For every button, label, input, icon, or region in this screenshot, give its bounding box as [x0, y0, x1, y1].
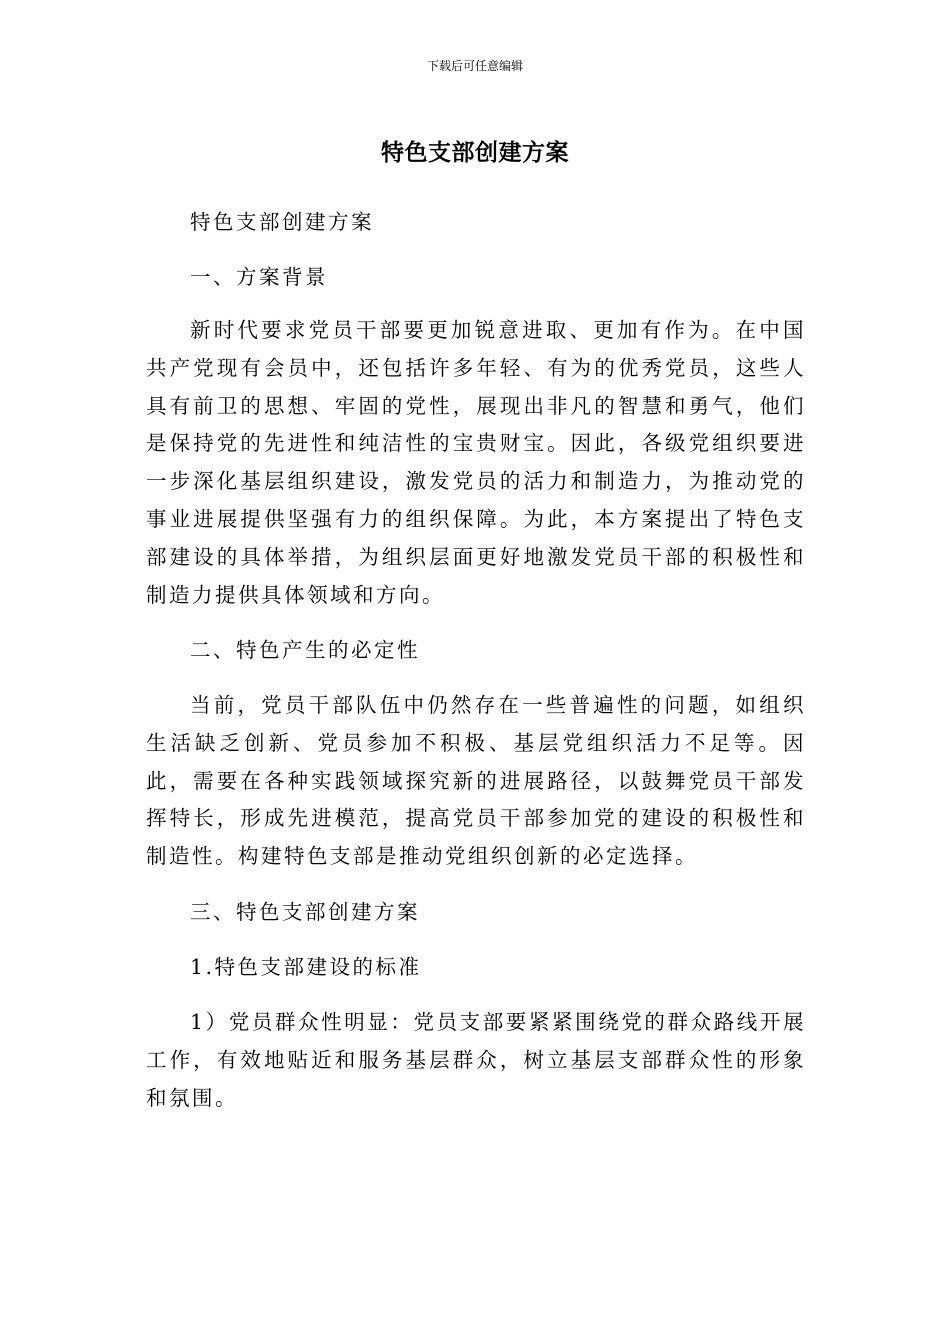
header-note: 下载后可任意编辑 — [426, 59, 523, 73]
document-title: 特色支部创建方案 — [381, 140, 569, 166]
standard-item-1: 1）党员群众性明显：党员支部要紧紧围绕党的群众路线开展工作，有效地贴近和服务基层群众，树立基层支部群众性的形象和氛围。 — [146, 1010, 806, 1110]
section-heading-background: 一、方案背景 — [190, 265, 328, 289]
document-subtitle: 特色支部创建方案 — [190, 210, 374, 234]
section-heading-plan: 三、特色支部创建方案 — [190, 900, 420, 924]
necessity-paragraph: 当前，党员干部队伍中仍然存在一些普遍性的问题，如组织生活缺乏创新、党员参加不积极、基层党组织活力不足等。因此，需要在各种实践领域探究新的进展路径，以鼓舞党员干部发挥特长，形成先进模范，提高党员干部参加党的建设的积极性和制造性。构建特色支部是推动党组织创新的必定选择。 — [146, 693, 806, 869]
background-paragraph: 新时代要求党员干部要更加锐意进取、更加有作为。在中国共产党现有会员中，还包括许多年轻、有为的优秀党员，这些人具有前卫的思想、牢固的党性，展现出非凡的智慧和勇气，他们是保持党的先进性和纯洁性的宝贵财宝。因此，各级党组织要进一步深化基层组织建设，激发党员的活力和制造力，为推动党的事业进展提供坚强有力的组织保障。为此，本方案提出了特色支部建设的具体举措，为组织层面更好地激发党员干部的积极性和制造力提供具体领域和方向。 — [146, 318, 806, 607]
subheading-standards: 1.特色支部建设的标准 — [190, 955, 422, 979]
section-heading-necessity: 二、特色产生的必定性 — [190, 638, 420, 662]
